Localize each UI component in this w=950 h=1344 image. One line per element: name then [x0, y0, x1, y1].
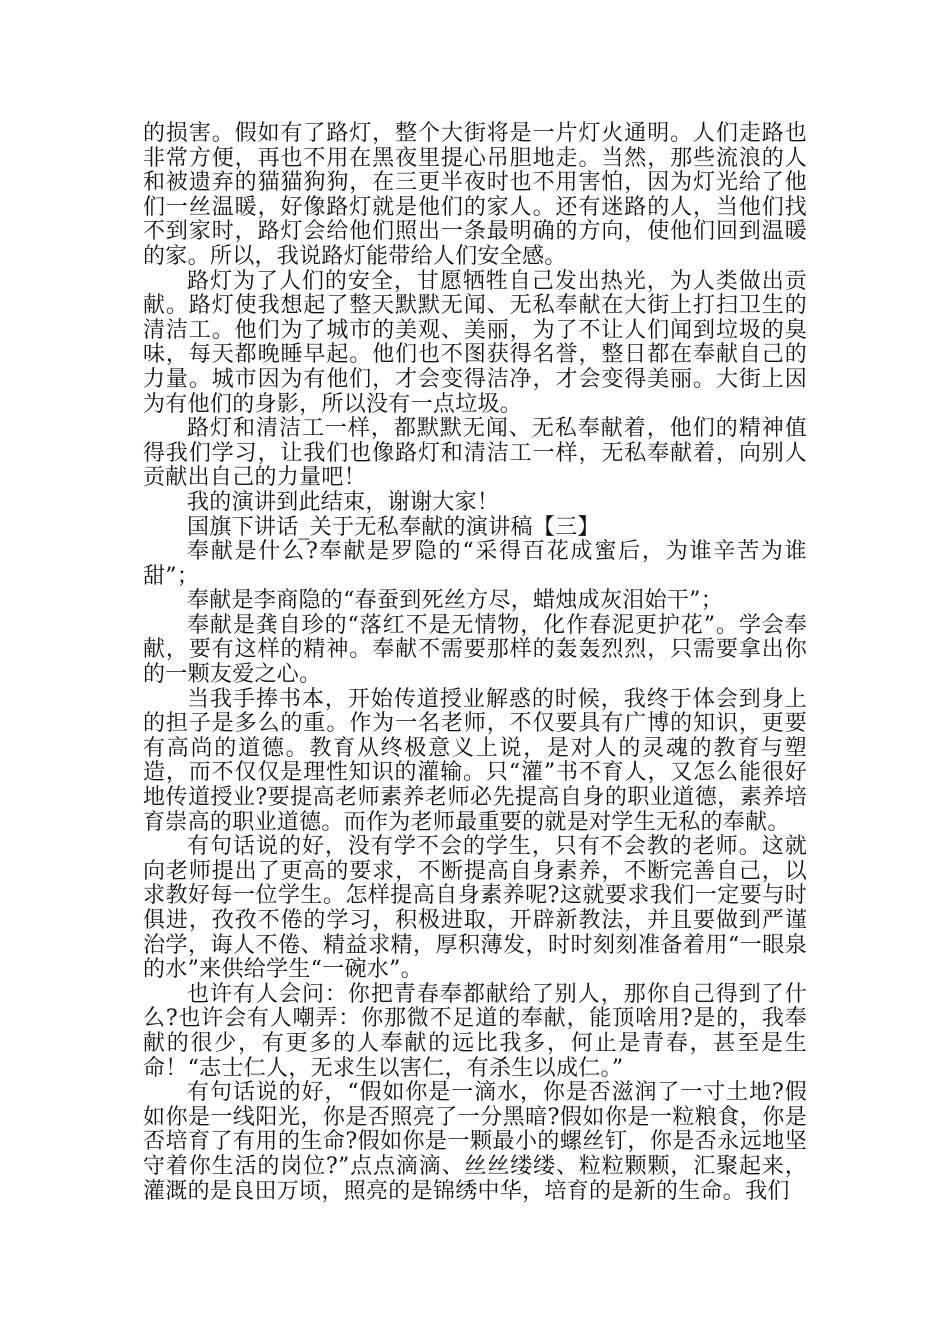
paragraph-1: 的损害。假如有了路灯，整个大街将是一片灯火通明。人们走路也非常方便，再也不用在黑夜里提心吊胆地走。当然，那些流浪的人和被遗弃的猫猫狗狗，在三更半夜时也不用害怕，因为灯光给了他们一丝温暖，好像路灯就是他们的家人。还有迷路的人，当他们找不到家时，路灯会给他们照出一条最明确的方向，使他们回到温暖的家。所以，我说路灯能带给人们安全感。: [143, 121, 807, 269]
paragraph-10: 也许有人会问：你把青春奉都献给了别人，那你自己得到了什么?也许会有人嘲弄：你那微不足道的奉献，能顶啥用?是的，我奉献的很少，有更多的人奉献的远比我多，何止是青春，甚至是生命！“志士仁人，无求生以害仁，有杀生以成仁。”: [143, 981, 807, 1081]
paragraph-2: 路灯为了人们的安全，甘愿牺牲自己发出热光，为人类做出贡献。路灯使我想起了整天默默无闻、无私奉献在大街上打扫卫生的清洁工。他们为了城市的美观、美丽，为了不让人们闻到垃圾的臭味，每天都晚睡早起。他们也不图获得名誉，整日都在奉献自己的力量。城市因为有他们，才会变得洁净，才会变得美丽。大街上因为有他们的身影，所以没有一点垃圾。: [143, 268, 807, 417]
section-heading: 国旗下讲话_关于无私奉献的演讲稿【三】: [187, 514, 600, 540]
document-body: [143, 122, 807, 1204]
paragraph-9: 有句话说的好，没有学不会的学生，只有不会教的老师。这就向老师提出了更高的要求，不断提高自身素养，不断完善自己，以求教好每一位学生。怎样提高自身素养呢?这就要求我们一定要与时俱进，孜孜不倦的学习，积极进取，开辟新教法，并且要做到严谨治学，诲人不倦、精益求精，厚积薄发，时时刻刻准备着用“一眼泉的水”来供给学生“一碗水”。: [143, 834, 807, 983]
paragraph-8: 当我手捧书本，开始传道授业解惑的时候，我终于体会到身上的担子是多么的重。作为一名老师，不仅要具有广博的知识，更要有高尚的道德。教育从终极意义上说，是对人的灵魂的教育与塑造，而不仅仅是理性知识的灌输。只“灌”书不育人，又怎么能很好地传道授业?要提高老师素养老师必先提高自身的职业道德，素养培育崇高的职业道德。而作为老师最重要的就是对学生无私的奉献。: [143, 686, 807, 835]
paragraph-11: 有句话说的好，“假如你是一滴水，你是否滋润了一寸土地?假如你是一线阳光，你是否照亮了一分黑暗?假如你是一粒粮食，你是否培育了有用的生命?假如你是一颗最小的螺丝钉，你是否永远地坚守着你生活的岗位?”点点滴滴、丝丝缕缕、粒粒颗颗，汇聚起来，灌溉的是良田万顷，照亮的是锦绣中华，培育的是新的生命。我们: [143, 1080, 807, 1204]
paragraph-5: 奉献是什么?奉献是罗隐的“采得百花成蜜后，为谁辛苦为谁甜”；: [143, 539, 807, 589]
paragraph-3: 路灯和清洁工一样，都默默无闻、无私奉献着，他们的精神值得我们学习，让我们也像路灯和清洁工一样，无私奉献着，向别人贡献出自己的力量吧！: [143, 416, 807, 491]
paragraph-7: 奉献是龚自珍的“落红不是无情物，化作春泥更护花”。学会奉献，要有这样的精神。奉献不需要那样的轰轰烈烈，只需要拿出你的一颗友爱之心。: [143, 612, 807, 688]
paragraph-4: 我的演讲到此结束，谢谢大家！: [187, 489, 500, 515]
paragraph-6: 奉献是李商隐的“春蚕到死丝方尽，蜡烛成灰泪始干”；: [187, 588, 723, 614]
